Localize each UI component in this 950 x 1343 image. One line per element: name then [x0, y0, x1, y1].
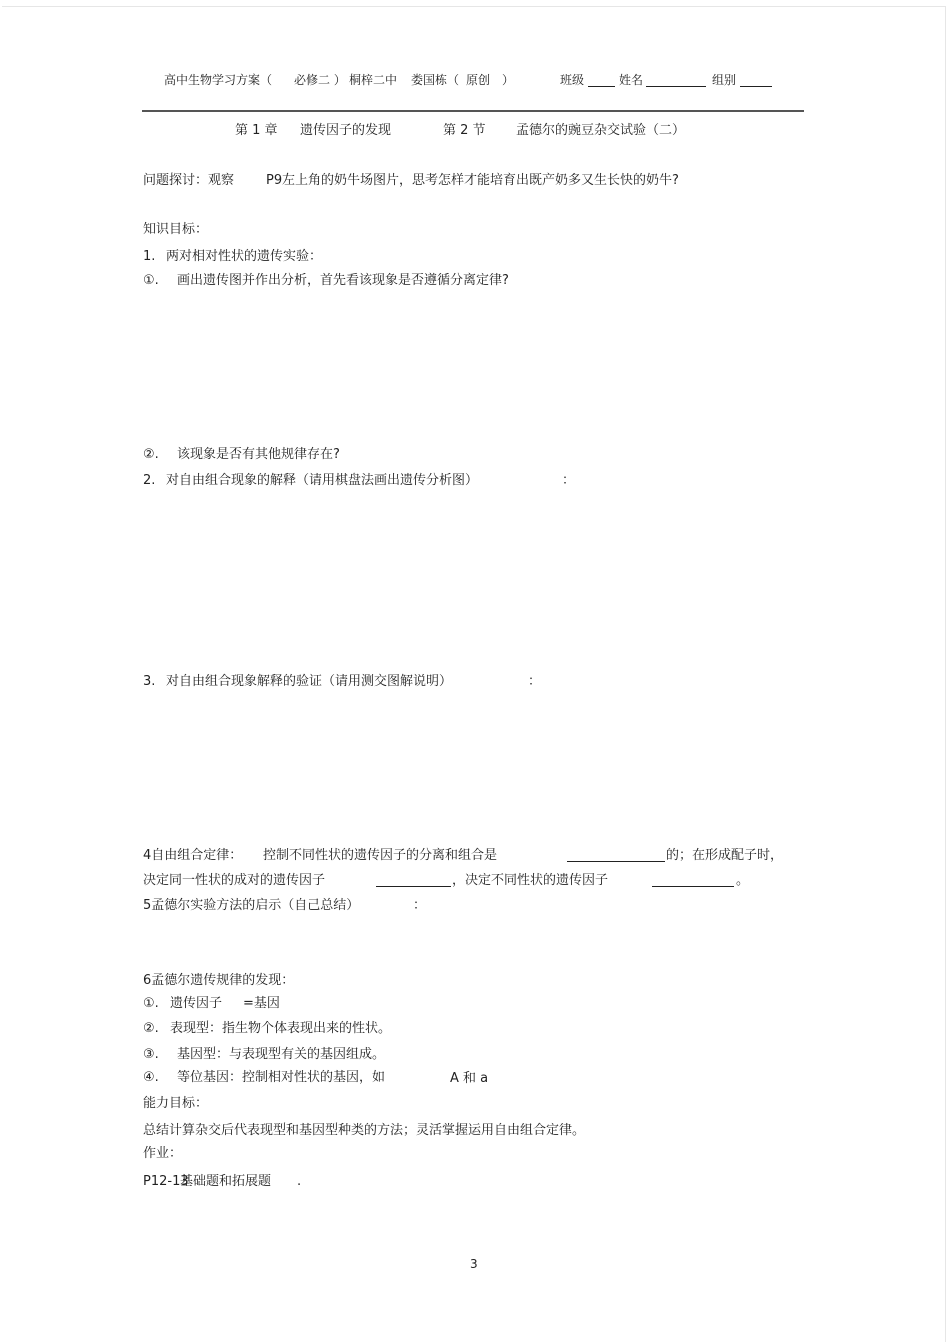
- homework-dot: .: [297, 1174, 302, 1189]
- sub1-number: ①.: [143, 273, 159, 288]
- header-prefix: 高中生物学习方案（: [164, 73, 273, 87]
- question-ref: P9: [266, 173, 283, 188]
- def1-number: ①.: [143, 996, 159, 1011]
- page-number: 3: [470, 1257, 478, 1271]
- section-name: 孟德尔的豌豆杂交试验（二）: [516, 123, 686, 138]
- def1-equals: =基因: [243, 996, 280, 1011]
- item3-colon: ：: [528, 674, 542, 689]
- knowledge-heading: 知识目标：: [143, 222, 209, 237]
- item2-text: 对自由组合现象的解释（请用棋盘法画出遗传分析图）: [166, 473, 479, 488]
- item4-blank-3: [652, 874, 734, 887]
- item4-text-d: ，决定不同性状的遗传因子: [452, 873, 609, 888]
- item3-text: 对自由组合现象解释的验证（请用测交图解说明）: [166, 674, 453, 689]
- def2-text: 表现型：指生物个体表现出来的性状。: [170, 1021, 392, 1036]
- item4-text-b: 的；在形成配子时，: [666, 848, 784, 863]
- def1-term: 遗传因子: [170, 996, 223, 1011]
- def4-text: 等位基因：控制相对性状的基因，如: [177, 1070, 386, 1085]
- item5-text: 5孟德尔实验方法的启示（自己总结）: [143, 898, 360, 913]
- item4-text-c: 决定同一性状的成对的遗传因子: [143, 873, 326, 888]
- question-text: 左上角的奶牛场图片，思考怎样才能培育出既产奶多又生长快的奶牛?: [282, 173, 679, 188]
- homework-text: 基础题和拓展题: [180, 1174, 272, 1189]
- sub2-text: 该现象是否有其他规律存在?: [177, 447, 340, 462]
- header-school: 桐梓二中: [349, 73, 398, 87]
- header-rule: [142, 110, 804, 112]
- item4-text-a: 控制不同性状的遗传因子的分离和组合是: [263, 848, 498, 863]
- sub1-text: 画出遗传图并作出分析，首先看该现象是否遵循分离定律?: [177, 273, 509, 288]
- def3-text: 基因型：与表现型有关的基因组成。: [177, 1047, 386, 1062]
- item6-text: 6孟德尔遗传规律的发现：: [143, 973, 295, 988]
- header-close: ）: [502, 73, 515, 87]
- ability-heading: 能力目标：: [143, 1096, 209, 1111]
- item1-text: 两对相对性状的遗传实验：: [166, 249, 323, 264]
- chapter-name: 遗传因子的发现: [300, 123, 392, 138]
- class-label: 班级: [560, 73, 585, 87]
- homework-ref: P12-13: [143, 1174, 189, 1189]
- name-label: 姓名: [619, 73, 644, 87]
- name-blank: [646, 74, 706, 87]
- item4-label: 4自由组合定律：: [143, 848, 243, 863]
- item4-blank-1: [567, 849, 665, 862]
- homework-heading: 作业：: [143, 1146, 183, 1161]
- def4-number: ④.: [143, 1070, 159, 1085]
- class-blank: [588, 74, 615, 87]
- item4-blank-2: [376, 874, 451, 887]
- item2-colon: ：: [562, 473, 576, 488]
- item2-number: 2.: [143, 473, 156, 488]
- item4-period: 。: [736, 873, 750, 888]
- group-label: 组别: [712, 73, 737, 87]
- item3-number: 3.: [143, 674, 156, 689]
- section-number: 第 2 节: [443, 123, 486, 138]
- sub2-number: ②.: [143, 447, 159, 462]
- def3-number: ③.: [143, 1047, 159, 1062]
- def4-example: A 和 a: [450, 1071, 489, 1086]
- header-book: 必修二 ）: [294, 73, 346, 87]
- item1-number: 1.: [143, 249, 156, 264]
- group-blank: [740, 74, 772, 87]
- def2-number: ②.: [143, 1021, 159, 1036]
- header-author: 娄国栋（: [411, 73, 460, 87]
- question-label: 问题探讨：观察: [143, 173, 235, 188]
- ability-text: 总结计算杂交后代表现型和基因型种类的方法；灵活掌握运用自由组合定律。: [143, 1123, 586, 1138]
- item5-colon: ：: [413, 898, 427, 913]
- header-original: 原创: [466, 73, 491, 87]
- chapter-number: 第 1 章: [235, 123, 278, 138]
